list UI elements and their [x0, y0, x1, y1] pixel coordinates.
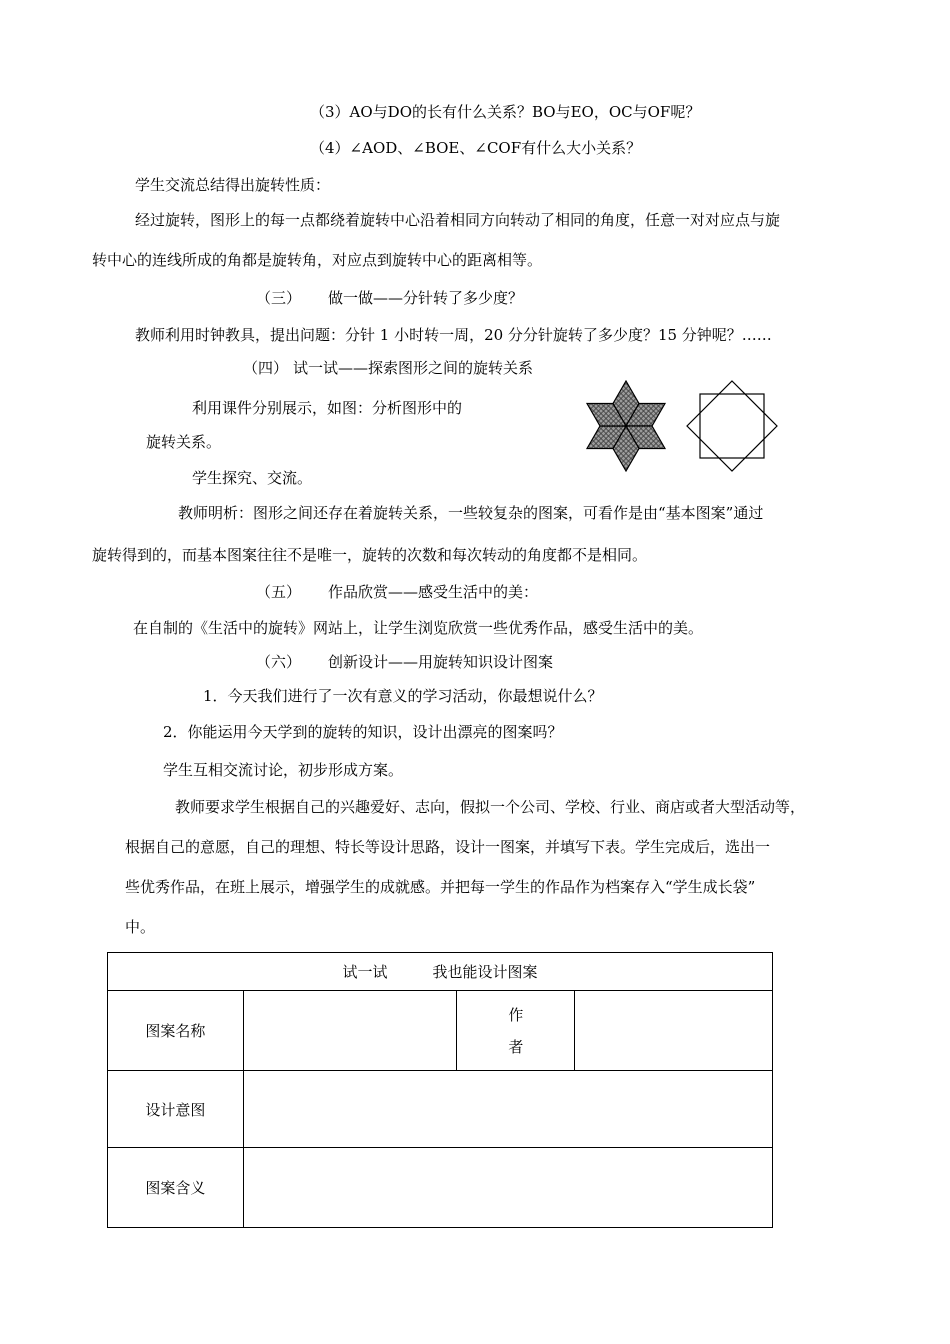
- rotation-figures: [576, 380, 788, 472]
- author-label: [457, 991, 575, 1071]
- author-cell[interactable]: [575, 991, 773, 1071]
- section-5-number: （五）: [256, 583, 302, 601]
- design-intent-cell[interactable]: [243, 1071, 772, 1148]
- question-3: （3）AO与DO的长有什么关系？BO与EO，OC与OF呢？: [310, 103, 701, 121]
- pattern-meaning-cell[interactable]: [243, 1148, 772, 1228]
- section-5-body: 在自制的《生活中的旋转》网站上，让学生浏览欣赏一些优秀作品，感受生活中的美。: [133, 619, 704, 637]
- student-discussion: 学生互相交流讨论，初步形成方案。: [163, 761, 404, 779]
- question-4: （4）∠AOD、∠BOE、∠COF有什么大小关系？: [310, 139, 642, 157]
- section-4-number: （四）: [243, 359, 289, 377]
- item-2: 2．你能运用今天学到的旋转的知识，设计出漂亮的图案吗？: [163, 723, 563, 741]
- section-3-number: （三）: [256, 289, 302, 307]
- pattern-name-cell[interactable]: [243, 991, 457, 1071]
- teacher-requirement-line-3: 些优秀作品，在班上展示，增强学生的成就感。并把每一学生的作品作为档案存入“学生成长袋”: [125, 878, 756, 896]
- teacher-analysis-line-1: 教师明析：图形之间还存在着旋转关系，一些较复杂的图案，可看作是由“基本图案”通过: [178, 504, 764, 522]
- pattern-meaning-label: 图案含义: [108, 1148, 244, 1228]
- overlapping-squares-figure: [687, 381, 777, 471]
- section-6-number: （六）: [256, 653, 302, 671]
- section-3-body: 教师利用时钟教具，提出问题：分针 1 小时转一周，20 分分针旋转了多少度？15 分钟呢？……: [135, 326, 772, 344]
- teacher-requirement-line-1: 教师要求学生根据自己的兴趣爱好、志向，假拟一个公司、学校、行业、商店或者大型活动等，: [175, 798, 806, 816]
- author-label-char-1: 作: [508, 1005, 524, 1024]
- teacher-requirement-line-4: 中。: [125, 918, 156, 936]
- table-caption: 试一试 我也能设计图案: [108, 953, 773, 991]
- six-rhombus-star-figure: [587, 381, 665, 471]
- pattern-name-label: 图案名称: [108, 991, 244, 1071]
- rotation-property-line-1: 经过旋转，图形上的每一点都绕着旋转中心沿着相同方向转动了相同的角度，任意一对对应点与旋: [135, 211, 781, 229]
- section-4-students: 学生探究、交流。: [192, 469, 313, 487]
- author-label-char-2: 者: [508, 1037, 524, 1056]
- summary-intro: 学生交流总结得出旋转性质：: [135, 176, 331, 194]
- section-3-title: 做一做——分针转了多少度？: [328, 289, 524, 307]
- section-5-title: 作品欣赏——感受生活中的美：: [328, 583, 539, 601]
- design-intent-label: 设计意图: [108, 1071, 244, 1148]
- section-4-title: 试一试——探索图形之间的旋转关系: [293, 359, 534, 377]
- teacher-requirement-line-2: 根据自己的意愿，自己的理想、特长等设计思路，设计一图案，并填写下表。学生完成后，选出一: [125, 838, 771, 856]
- rotation-property-line-2: 转中心的连线所成的角都是旋转角，对应点到旋转中心的距离相等。: [92, 251, 543, 269]
- section-4-body-2: 旋转关系。: [146, 433, 222, 451]
- section-4-body-1: 利用课件分别展示，如图：分析图形中的: [192, 399, 463, 417]
- item-1: 1．今天我们进行了一次有意义的学习活动，你最想说什么？: [203, 687, 603, 705]
- design-pattern-table: [107, 952, 773, 1228]
- teacher-analysis-line-2: 旋转得到的，而基本图案往往不是唯一，旋转的次数和每次转动的角度都不是相同。: [92, 546, 648, 564]
- section-6-title: 创新设计——用旋转知识设计图案: [328, 653, 554, 671]
